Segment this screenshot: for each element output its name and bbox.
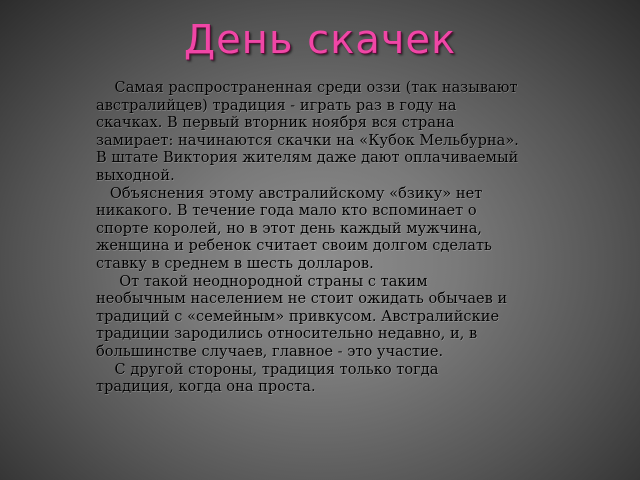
text-line: спорте королей, но в этот день каждый мужчина, xyxy=(96,219,483,237)
text-line: От такой неоднородной страны с таким xyxy=(96,272,428,290)
text-line: скачках. В первый вторник ноября вся страна xyxy=(96,114,455,132)
text-line: С другой стороны, традиция только тогда xyxy=(96,360,439,378)
slide-body-text xyxy=(96,79,544,396)
text-line: женщина и ребенок считает своим долгом сделать xyxy=(96,237,493,255)
text-line: выходной. xyxy=(96,166,175,184)
text-line: Самая распространенная среди оззи (так называют xyxy=(96,79,518,96)
text-line: Объяснения этому австралийскому «бзику» нет xyxy=(96,184,483,202)
text-line: никакого. В течение года мало кто вспоминает о xyxy=(96,202,477,220)
text-line: В штате Виктория жителям даже дают оплачиваемый xyxy=(96,149,519,167)
text-line: традиция, когда она проста. xyxy=(96,378,316,396)
text-line: традиций с «семейным» привкусом. Австралийские xyxy=(96,307,500,325)
text-line: ставку в среднем в шесть долларов. xyxy=(96,254,374,272)
text-line: необычным населением не стоит ожидать обычаев и xyxy=(96,290,508,308)
text-line: австралийцев) традиция - играть раз в году на xyxy=(96,96,457,114)
slide-title: День скачек xyxy=(183,17,457,63)
text-line: замирает: начинаются скачки на «Кубок Мельбурна». xyxy=(96,131,519,149)
text-line: традиции зародились относительно недавно, и, в xyxy=(96,325,478,343)
text-line: большинстве случаев, главное - это участие. xyxy=(96,342,444,360)
